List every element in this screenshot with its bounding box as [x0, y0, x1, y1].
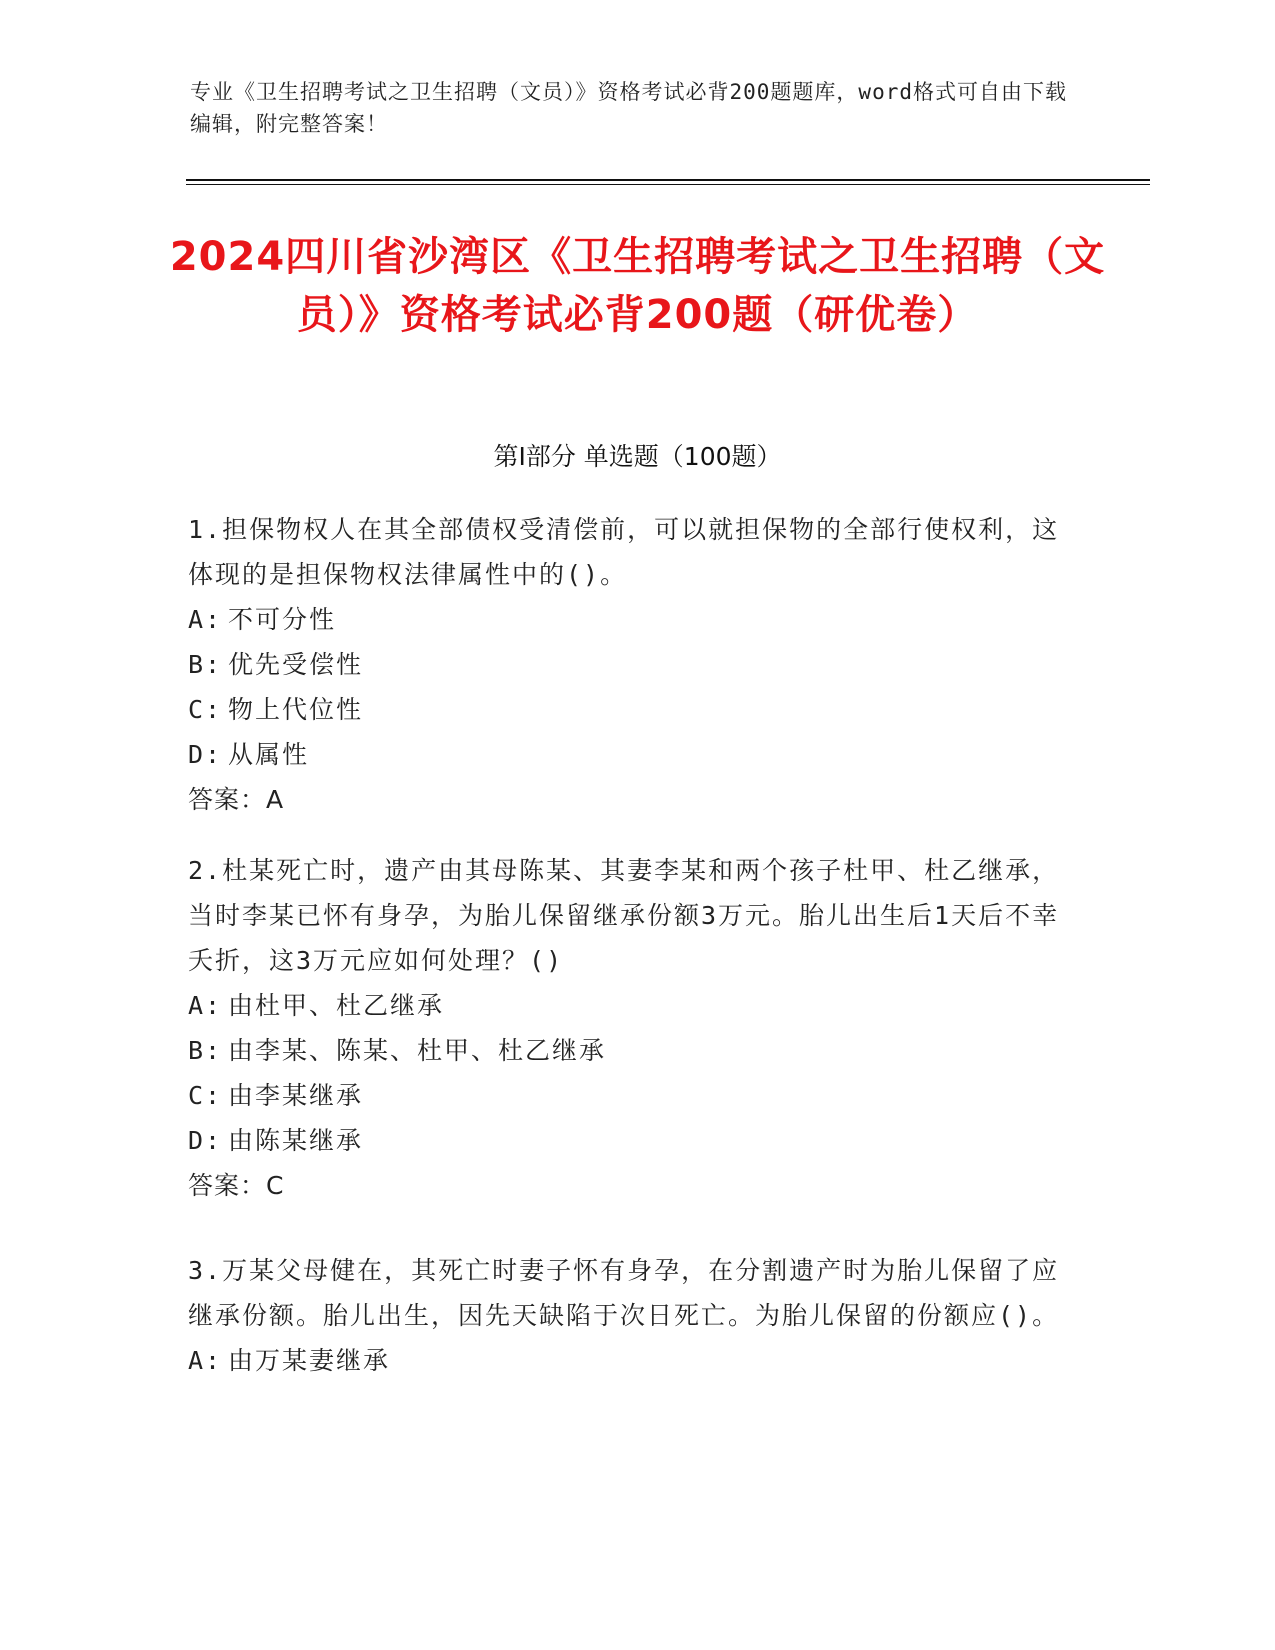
option-text: 物上代位性 [228, 695, 364, 724]
option-text: 不可分性 [228, 605, 337, 634]
answer: 答案：C [188, 1171, 285, 1200]
answer: 答案：A [188, 785, 285, 814]
header-divider-thick [186, 179, 1150, 181]
option-text: 由李某继承 [228, 1081, 364, 1110]
option-key: A: [188, 1346, 223, 1375]
option-a [188, 1338, 1068, 1383]
option-c [188, 687, 1068, 732]
option-text: 由万某妻继承 [228, 1346, 391, 1375]
option-a [188, 983, 1068, 1028]
option-text: 优先受偿性 [228, 650, 364, 679]
option-key: C: [188, 1081, 223, 1110]
document-title: 2024四川省沙湾区《卫生招聘考试之卫生招聘（文员）》资格考试必背200题（研优卷） [169, 234, 1106, 338]
option-text: 从属性 [228, 740, 310, 769]
option-key: D: [188, 740, 223, 769]
option-key: B: [188, 650, 223, 679]
question-stem: 3.万某父母健在，其死亡时妻子怀有身孕，在分割遗产时为胎儿保留了应继承份额。胎儿出生，因先天缺陷于次日死亡。为胎儿保留的份额应()。 [188, 1256, 1060, 1330]
option-key: C: [188, 695, 223, 724]
option-a [188, 597, 1068, 642]
option-key: A: [188, 991, 223, 1020]
option-key: B: [188, 1036, 223, 1065]
question-1 [188, 507, 1068, 822]
header-divider-thin [186, 184, 1150, 185]
option-c [188, 1073, 1068, 1118]
option-text: 由杜甲、杜乙继承 [228, 991, 445, 1020]
question-stem: 1.担保物权人在其全部债权受清偿前，可以就担保物的全部行使权利，这体现的是担保物权法律属性中的()。 [188, 515, 1060, 589]
section-title: 第Ⅰ部分 单选题（100题） [493, 442, 782, 471]
option-key: A: [188, 605, 223, 634]
question-3 [188, 1248, 1068, 1383]
question-stem: 2.杜某死亡时，遗产由其母陈某、其妻李某和两个孩子杜甲、杜乙继承，当时李某已怀有身孕，为胎儿保留继承份额3万元。胎儿出生后1天后不幸夭折，这3万元应如何处理？() [188, 856, 1060, 975]
option-b [188, 642, 1068, 687]
option-d [188, 732, 1068, 777]
option-d [188, 1118, 1068, 1163]
option-text: 由陈某继承 [228, 1126, 364, 1155]
header-note: 专业《卫生招聘考试之卫生招聘（文员）》资格考试必背200题题库，word格式可自由下载编辑，附完整答案！ [190, 80, 1067, 136]
option-b [188, 1028, 1068, 1073]
option-text: 由李某、陈某、杜甲、杜乙继承 [228, 1036, 607, 1065]
question-2 [188, 848, 1068, 1208]
option-key: D: [188, 1126, 223, 1155]
